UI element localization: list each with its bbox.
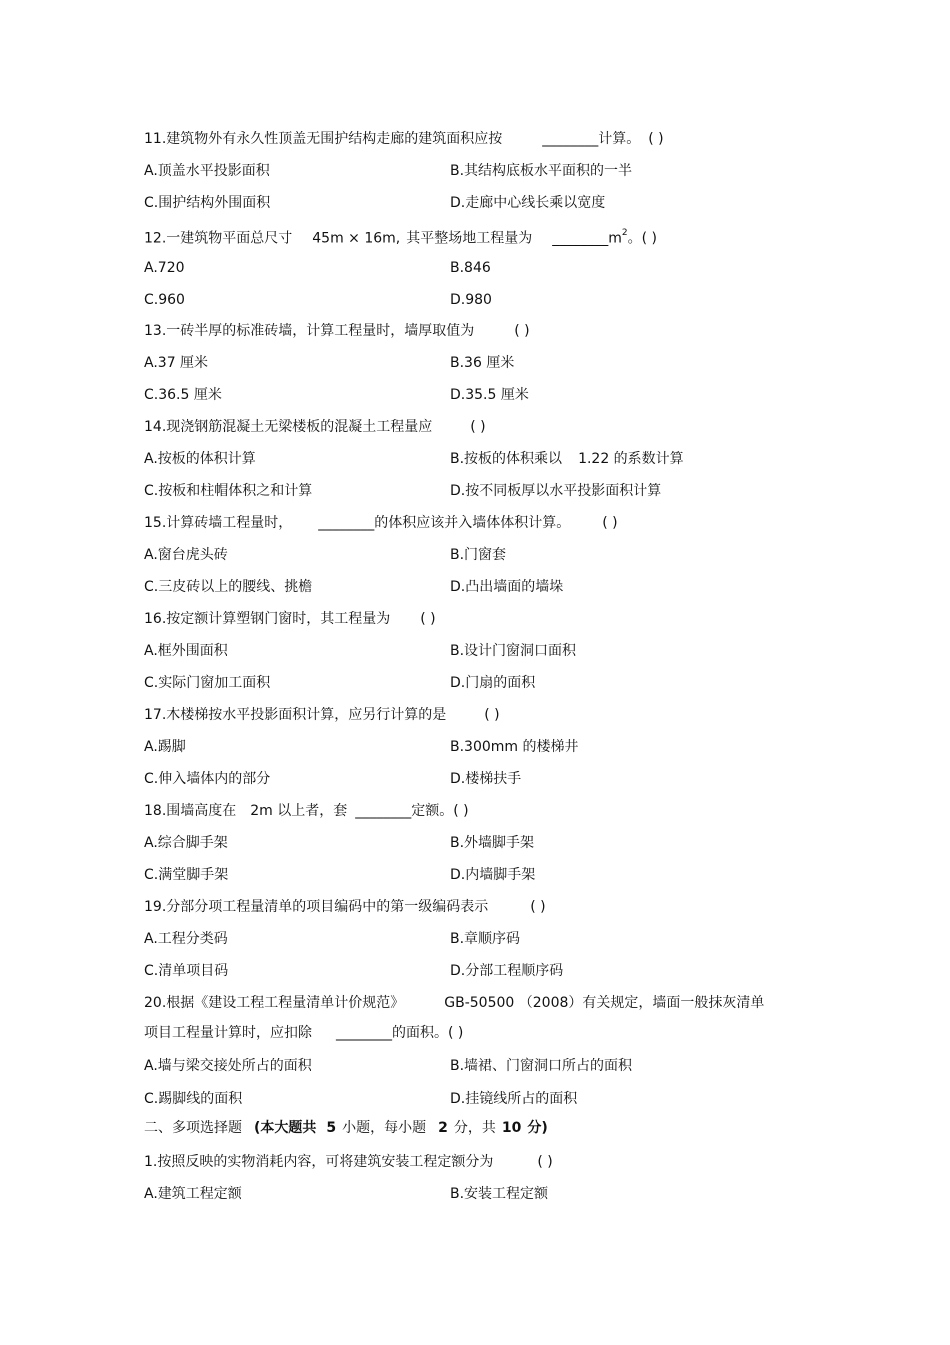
answer-paren: ( ) — [602, 515, 618, 531]
option-d: D.挂镜线所占的面积 — [450, 1091, 578, 1107]
answer-paren: 定额。( ) — [411, 803, 469, 819]
options-row — [0, 159, 950, 183]
option-a: A.窗台虎头砖 — [144, 547, 228, 563]
option-d: D.980 — [450, 292, 492, 308]
question-20-line2: 项目工程量计算时，应扣除 ________的面积。( ) — [144, 1025, 464, 1041]
options-row — [0, 639, 950, 663]
option-d: D.门扇的面积 — [450, 675, 536, 691]
option-c: C.按板和柱帽体积之和计算 — [144, 483, 313, 499]
option-b: B.章顺序码 — [450, 931, 521, 947]
options-row — [0, 351, 950, 375]
answer-paren: ( ) — [470, 419, 486, 435]
question-12: 12.一建筑物平面总尺寸 45m × 16m, 其平整场地工程量为 $\_\_\_\_\_\_\_\_m^2$。( ) — [144, 228, 658, 247]
options-row — [0, 447, 950, 471]
answer-paren: ( ) — [648, 131, 664, 147]
question-stem: 13.一砖半厚的标准砖墙，计算工程量时，墙厚取值为 — [144, 323, 475, 339]
question-16 — [0, 607, 950, 631]
question-stem: 16.按定额计算塑钢门窗时，其工程量为 — [144, 611, 391, 627]
question-14 — [0, 415, 950, 439]
option-c: C.实际门窗加工面积 — [144, 675, 271, 691]
question-stem: 12.一建筑物平面总尺寸 — [144, 230, 293, 247]
options-row — [0, 1182, 950, 1206]
option-a: A.墙与梁交接处所占的面积 — [144, 1058, 312, 1074]
question-13 — [0, 319, 950, 343]
option-a: A.框外围面积 — [144, 643, 228, 659]
question-19 — [0, 895, 950, 919]
question-stem: 18.围墙高度在 — [144, 803, 237, 819]
option-d: D.楼梯扶手 — [450, 771, 522, 787]
question-20: 20.根据《建设工程工程量清单计价规范》 GB-50500 （2008）有关规定，墙面一般抹灰清单 — [144, 995, 765, 1011]
option-a: A.建筑工程定额 — [144, 1186, 242, 1202]
option-b: B.846 — [450, 260, 491, 276]
question-stem: 15.计算砖墙工程量时， — [144, 515, 293, 531]
option-c: C.36.5 厘米 — [144, 387, 222, 403]
answer-paren: 。( ) — [627, 230, 658, 247]
option-c: C.满堂脚手架 — [144, 867, 229, 883]
question-15: 15.计算砖墙工程量时， ________的体积应该并入墙体体积计算。 ( ) — [144, 515, 618, 531]
option-d: D.内墙脚手架 — [450, 867, 536, 883]
option-a: A.按板的体积计算 — [144, 451, 256, 467]
option-a: A.顶盖水平投影面积 — [144, 163, 270, 179]
option-b: B.安装工程定额 — [450, 1186, 549, 1202]
question-stem: 1.按照反映的实物消耗内容，可将建筑安装工程定额分为 — [144, 1154, 494, 1170]
options-row — [0, 671, 950, 695]
options-row — [0, 1054, 950, 1078]
option-c: C.围护结构外围面积 — [144, 195, 271, 211]
answer-blank: ________ — [355, 803, 412, 819]
option-a: A.综合脚手架 — [144, 835, 228, 851]
option-c: C.960 — [144, 292, 185, 308]
options-row — [0, 575, 950, 599]
answer-blank: ________ — [542, 131, 599, 147]
option-b: B.门窗套 — [450, 547, 507, 563]
options-row — [0, 383, 950, 407]
option-c: C.伸入墙体内的部分 — [144, 771, 271, 787]
question-stem: 20.根据《建设工程工程量清单计价规范》 — [144, 995, 405, 1011]
section-heading: 二、多项选择题 (本大题共 5 小题，每小题 2 分，共 10 分) — [144, 1120, 548, 1136]
options-row — [0, 543, 950, 567]
options-row — [0, 927, 950, 951]
question-stem: 14.现浇钢筋混凝土无梁楼板的混凝土工程量应 — [144, 419, 433, 435]
answer-paren: ( ) — [530, 899, 546, 915]
option-d: D.走廊中心线长乘以宽度 — [450, 195, 606, 211]
option-b: B.按板的体积乘以 1.22 的系数计算 — [450, 451, 684, 467]
option-b: B.外墙脚手架 — [450, 835, 535, 851]
section-title: 二、多项选择题 — [144, 1120, 242, 1136]
option-a: A.踢脚 — [144, 739, 186, 755]
options-row — [0, 831, 950, 855]
option-b: B.其结构底板水平面积的一半 — [450, 163, 633, 179]
options-row — [0, 1087, 950, 1111]
option-d: D.35.5 厘米 — [450, 387, 529, 403]
question-stem: 11.建筑物外有永久性顶盖无围护结构走廊的建筑面积应按 — [144, 131, 503, 147]
answer-paren: ( ) — [484, 707, 500, 723]
question-11: 11.建筑物外有永久性顶盖无围护结构走廊的建筑面积应按 ________计算。 ( ) — [144, 131, 664, 147]
question-17 — [0, 703, 950, 727]
option-b: B.36 厘米 — [450, 355, 515, 371]
option-d: D.按不同板厚以水平投影面积计算 — [450, 483, 662, 499]
option-b: B.设计门窗洞口面积 — [450, 643, 577, 659]
options-row — [0, 767, 950, 791]
option-a: A.37 厘米 — [144, 355, 209, 371]
options-row — [0, 959, 950, 983]
answer-paren: ( ) — [420, 611, 436, 627]
answer-paren: ( ) — [514, 323, 530, 339]
option-c: C.三皮砖以上的腰线、挑檐 — [144, 579, 313, 595]
option-b: B.墙裙、门窗洞口所占的面积 — [450, 1058, 633, 1074]
answer-blank: ________ — [318, 515, 375, 531]
options-row — [0, 256, 950, 280]
answer-paren: ( ) — [537, 1154, 553, 1170]
options-row — [0, 288, 950, 312]
option-d: D.分部工程顺序码 — [450, 963, 564, 979]
options-row — [0, 191, 950, 215]
option-c: C.踢脚线的面积 — [144, 1091, 243, 1107]
option-d: D.凸出墙面的墙垛 — [450, 579, 564, 595]
answer-paren: 的面积。( ) — [392, 1025, 464, 1041]
multi-question-1 — [0, 1150, 950, 1174]
question-18: 18.围墙高度在 2m 以上者，套 ________定额。( ) — [144, 803, 469, 819]
options-row — [0, 735, 950, 759]
option-a: A.工程分类码 — [144, 931, 228, 947]
answer-blank: ________ — [552, 230, 609, 247]
question-stem: 17.木楼梯按水平投影面积计算，应另行计算的是 — [144, 707, 447, 723]
option-a: A.720 — [144, 260, 185, 276]
option-c: C.清单项目码 — [144, 963, 229, 979]
options-row — [0, 479, 950, 503]
answer-blank: ________ — [336, 1025, 392, 1041]
options-row — [0, 863, 950, 887]
question-stem: 19.分部分项工程量清单的项目编码中的第一级编码表示 — [144, 899, 489, 915]
option-b: B.300mm 的楼梯井 — [450, 739, 579, 755]
